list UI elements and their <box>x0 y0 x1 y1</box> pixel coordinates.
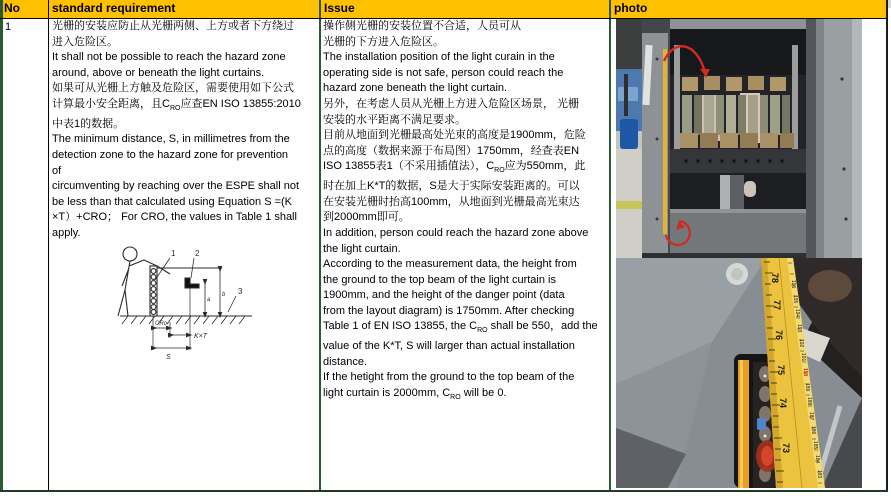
header-cell-standard[interactable]: standard requirement <box>48 0 320 18</box>
tape-number-cm: 185 <box>812 441 818 450</box>
tape-number-cm: 188 <box>806 397 812 406</box>
tape-number-inch: 77 <box>772 300 782 311</box>
header-cell-no[interactable]: No <box>0 0 48 18</box>
tape-number-cm: 193 <box>796 324 802 333</box>
tape-number-inch: 73 <box>781 443 791 454</box>
hazard-point-symbol <box>185 278 199 288</box>
tape-number-inch: 74 <box>778 398 788 409</box>
tape-number-cm: 189 <box>804 383 810 392</box>
diagram-dim-cro: CRo <box>155 321 168 327</box>
ground-hatching <box>122 316 245 324</box>
iso-13855-reach-over-diagram[interactable] <box>60 238 310 363</box>
grid-line-issue-photo <box>609 0 611 492</box>
diagram-dim-a: a <box>207 297 211 303</box>
tape-number-cm: 187 <box>808 412 814 421</box>
table-right-border <box>886 0 888 492</box>
diagram-callout-2: 2 <box>195 249 200 258</box>
right-panel <box>806 19 862 258</box>
cell-standard-requirement[interactable]: 光栅的安装应防止从光栅两侧、上方或者下方绕过 进入危险区。 It shall not be possible to reach the hazard zone around, above or beneath the light curtains. 如果可从光栅上方触及危险区，需要使用如下公式 计算最小安全距离，且$C_{RO}$应查EN ISO 13855:2010 中表1的数据。 The minimum distance, S, in millimetres from the detection zone to the hazard zone for prevention of circumventing by reaching over the ESPE shall not be less than that calculated using Equation S =(K ×T）+CRO； For CRO, the values in Table 1 shall apply. <box>52 20 301 239</box>
grid-line-no-std <box>48 0 49 492</box>
diagram-dim-b: b <box>222 292 226 298</box>
person-figure <box>118 247 170 316</box>
tape-number-cm: 196 <box>790 280 796 289</box>
tape-number-cm: 184 <box>814 455 820 464</box>
tape-number-inch: 78 <box>770 273 780 284</box>
cell-issue[interactable]: 操作侧光栅的安装位置不合适，人员可从 光栅的下方进入危险区。 The installation position of the light curain in the operating side is not safe, person could reach the hazard zone beneath the light curtain. 另外，在考虑人员从光栅上方进入危险区场景， 光栅 安装的水平距离不满足要求。 目前从地面到光栅最高处光束的高度是1900mm，危险 点的高度（数据来源于布局图）1750mm，经查表EN ISO 13855表1（不采用插值法），$C_{RO}$应为550mm，此 时在加上K*T的数据，S是大于实际安装距离的。可以 在安装光栅时抬高100mm，从地面到光栅最高光束达 到2000mm即可。 In addition, person could reach the hazard zone above the light curtain. According to the measurement data, the height from the ground to the top beam of the light curtain is 1900mm, and the height of the danger point (data from the layout diagram) is 1750mm. After checking Table 1 of EN ISO 13855, the $C_{RO}$ shall be 550，add the value of the K*T, S will larger than actual installation distance. If the hetight from the ground to the top beam of the light curtain is 2000mm, $C_{RO}$ will be 0. <box>323 20 598 402</box>
cell-row-number[interactable]: 1 <box>5 21 12 33</box>
diagram-dim-s: S <box>166 354 171 361</box>
header-cell-photo[interactable]: photo <box>610 0 888 18</box>
table-left-border <box>0 0 3 492</box>
tape-measurement-photo[interactable] <box>616 258 862 488</box>
tape-number-cm-red: 190 <box>802 368 808 377</box>
machine-light-curtain-strip <box>663 49 667 234</box>
grid-line-std-issue <box>319 0 321 492</box>
tape-number-cm: 183 <box>816 470 822 479</box>
header-bottom-border <box>0 18 888 19</box>
tape-number-cm: 192 <box>798 339 804 348</box>
diagram-dim-kt: K×T <box>194 333 208 340</box>
tape-number-cm: 186 <box>810 426 816 435</box>
table-bottom-border <box>0 490 888 492</box>
light-curtain-symbol <box>150 266 157 316</box>
tape-number-cm: 195 <box>792 295 798 304</box>
header-cell-issue[interactable]: Issue <box>320 0 610 18</box>
tape-number-cm: 191 <box>800 353 806 362</box>
diagram-callout-1: 1 <box>171 249 176 258</box>
machine-photo[interactable] <box>616 19 862 258</box>
workshop-background <box>616 19 642 258</box>
tape-number-inch: 75 <box>776 365 786 376</box>
tape-number-inch: 76 <box>774 330 784 341</box>
diagram-callout-3: 3 <box>238 287 243 296</box>
tape-number-cm: 194 <box>794 309 800 318</box>
